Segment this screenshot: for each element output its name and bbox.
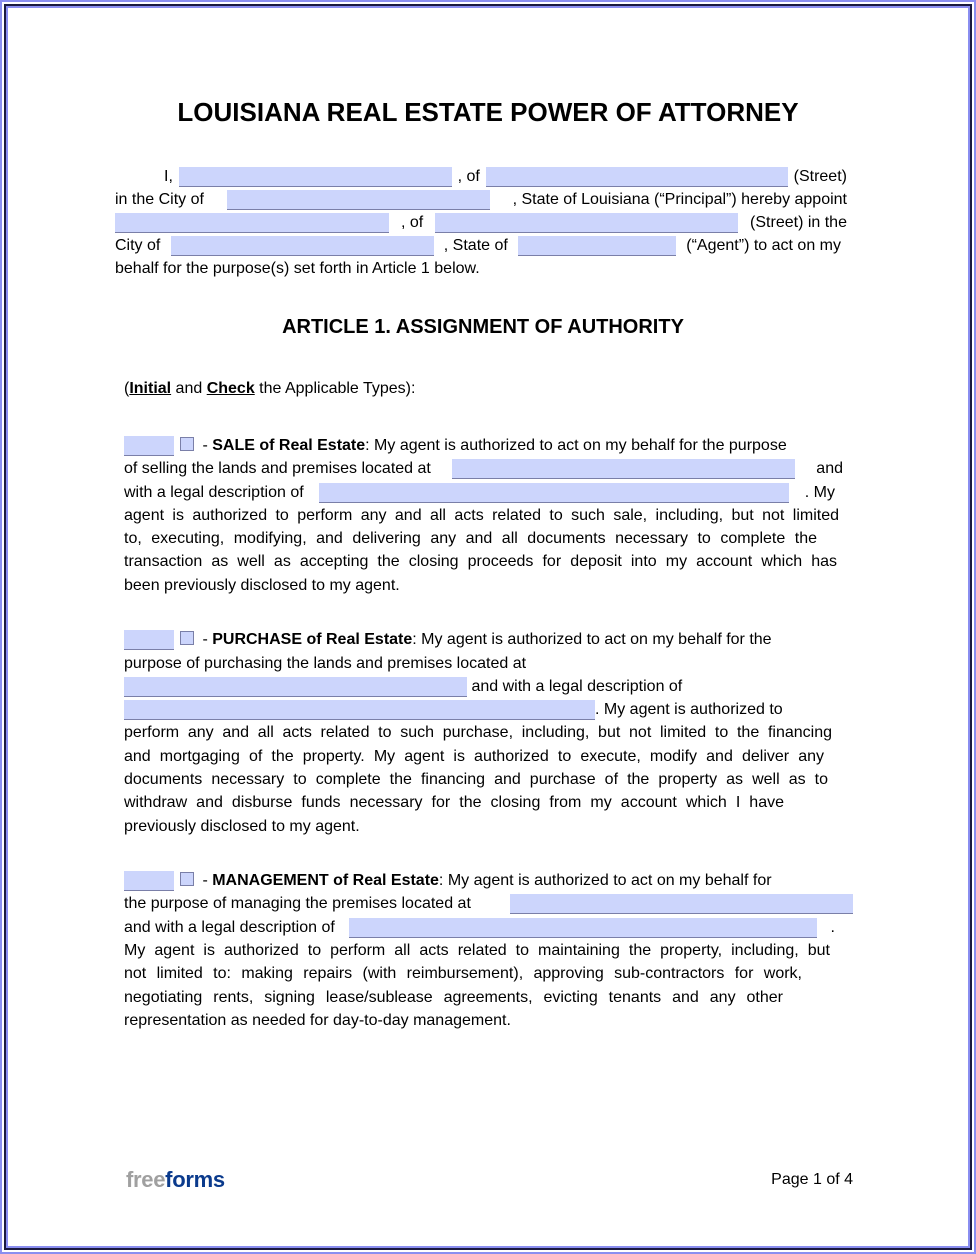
principal-city-field[interactable] — [227, 190, 490, 210]
sale-checkbox[interactable] — [180, 437, 194, 451]
purchase-legal-description-field[interactable] — [124, 700, 595, 720]
purchase-line-3: and with a legal description of — [124, 677, 682, 697]
sale-location-field[interactable] — [452, 459, 795, 479]
management-line-2: the purpose of managing the premises located at — [124, 894, 853, 914]
purchase-text-line: previously disclosed to my agent. — [124, 818, 360, 835]
freeforms-logo: freeforms — [126, 1167, 225, 1192]
agent-city-field[interactable] — [171, 236, 434, 256]
management-legal-description-field[interactable] — [349, 918, 817, 938]
principal-name-field[interactable] — [179, 167, 452, 187]
intro-line-4: City of , State of (“Agent”) to act on my — [115, 237, 841, 254]
page-number: Page 1 of 4 — [771, 1171, 853, 1188]
management-text-line: My agent is authorized to perform all acts related to maintaining the property, including, but — [124, 942, 830, 959]
purchase-checkbox[interactable] — [180, 631, 194, 645]
purchase-text-line: and mortgaging of the property. My agent is authorized to execute, modify and deliver any — [124, 748, 824, 765]
purchase-line-4: . My agent is authorized to — [124, 700, 783, 720]
management-line-1: - MANAGEMENT of Real Estate: My agent is authorized to act on my behalf for — [124, 871, 772, 891]
article-heading: ARTICLE 1. ASSIGNMENT OF AUTHORITY — [282, 316, 684, 338]
sale-line-1: - SALE of Real Estate: My agent is authorized to act on my behalf for the purpose — [124, 436, 787, 456]
intro-line-2: in the City of , State of Louisiana (“Principal”) hereby appoint — [115, 191, 847, 208]
management-initial-field[interactable] — [124, 871, 174, 891]
purchase-text-line: documents necessary to complete the financing and purchase of the property as well as to — [124, 771, 828, 788]
purchase-initial-field[interactable] — [124, 630, 174, 650]
intro-line-1: I, , of (Street) — [164, 168, 847, 185]
agent-street-field[interactable] — [435, 213, 738, 233]
management-line-3: and with a legal description of . — [124, 919, 835, 936]
management-text-line: representation as needed for day-to-day management. — [124, 1012, 511, 1029]
management-location-field[interactable] — [510, 894, 853, 914]
purchase-text-line: perform any and all acts related to such purchase, including, but not limited to the financing — [124, 724, 832, 741]
instructions: (Initial and Check the Applicable Types): — [124, 380, 416, 397]
sale-legal-description-field[interactable] — [319, 483, 789, 503]
sale-text-line: transaction as well as accepting the closing proceeds for deposit into my account which has — [124, 553, 837, 570]
principal-street-field[interactable] — [486, 167, 788, 187]
document-title: LOUISIANA REAL ESTATE POWER OF ATTORNEY — [177, 97, 799, 127]
intro-line-3: , of (Street) in the — [115, 213, 847, 233]
sale-text-line: to, executing, modifying, and delivering any and all documents necessary to complete the — [124, 530, 817, 547]
purchase-line-1: - PURCHASE of Real Estate: My agent is authorized to act on my behalf for the — [124, 630, 772, 650]
agent-state-field[interactable] — [518, 236, 676, 256]
sale-text-line: been previously disclosed to my agent. — [124, 577, 400, 594]
purchase-location-field[interactable] — [124, 677, 467, 697]
management-text-line: not limited to: making repairs (with reimbursement), approving sub-contractors for work, — [124, 965, 802, 982]
sale-text-line: agent is authorized to perform any and all acts related to such sale, including, but not limited — [124, 507, 839, 524]
sale-line-2: of selling the lands and premises located at and — [124, 460, 843, 477]
sale-initial-field[interactable] — [124, 436, 174, 456]
management-checkbox[interactable] — [180, 872, 194, 886]
purchase-text-line: withdraw and disburse funds necessary for the closing from my account which I have — [124, 794, 784, 811]
intro-line-5: behalf for the purpose(s) set forth in Article 1 below. — [115, 260, 480, 277]
purchase-line-2: purpose of purchasing the lands and premises located at — [124, 655, 527, 672]
agent-name-field[interactable] — [115, 213, 389, 233]
management-text-line: negotiating rents, signing lease/sublease agreements, evicting tenants and any other — [124, 989, 783, 1006]
sale-line-3: with a legal description of . My — [124, 484, 835, 501]
